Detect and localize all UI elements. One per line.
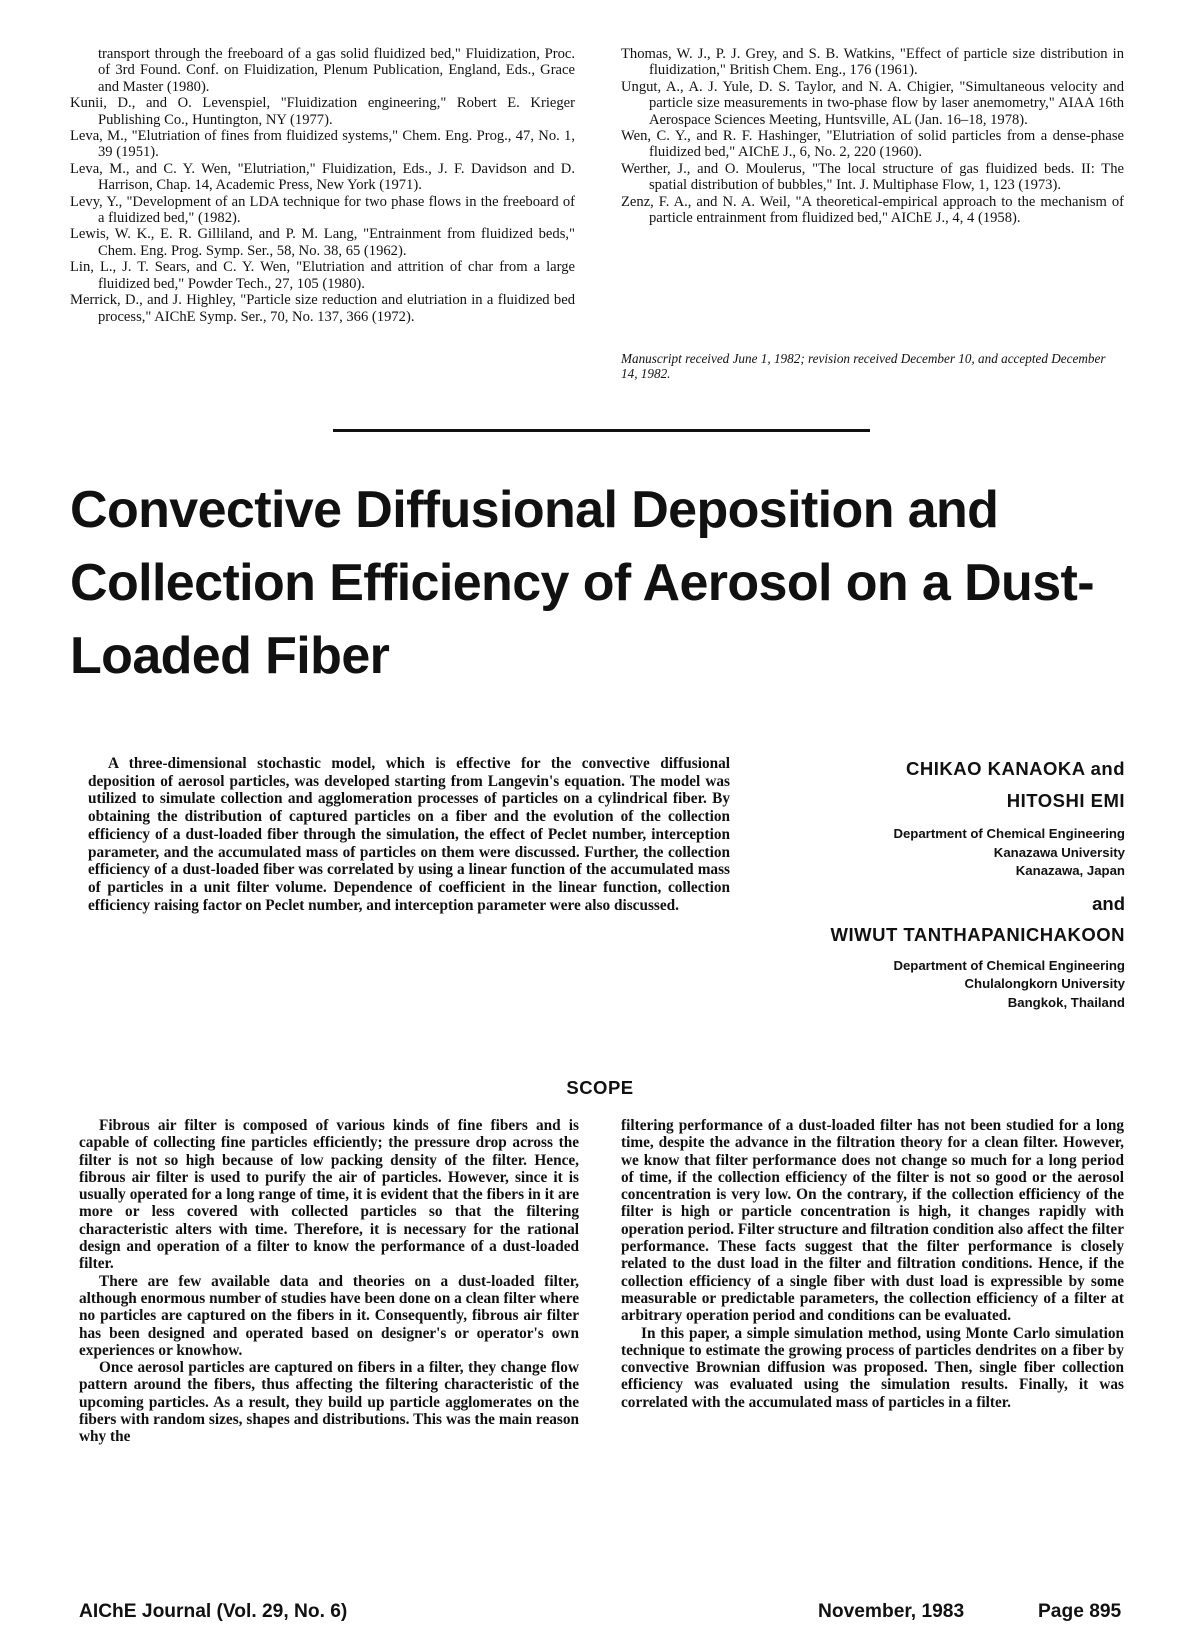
reference-entry: Leva, M., "Elutriation of fines from fluidized systems," Chem. Eng. Prog., 47, No. 1, 39 (1951). (70, 128, 575, 161)
scope-right-column (621, 1117, 1124, 1411)
author-name: WIWUT TANTHAPANICHAKOON (830, 923, 1125, 945)
scope-left-column (79, 1117, 579, 1446)
reference-entry: Merrick, D., and J. Highley, "Particle size reduction and elutriation in a fluidized bed process," AIChE Symp. Ser., 70, No. 137, 366 (1972). (70, 292, 575, 325)
author-block (725, 753, 1125, 1012)
body-paragraph: In this paper, a simple simulation method, using Monte Carlo simulation technique to estimate the growing process of particles dendrites on a fiber by convective Brownian diffusion was proposed. Then, single fiber collection efficiency was evaluated using the simulation results. Finally, it was correlated with the accumulated mass of particles in a filter. (621, 1324, 1124, 1411)
reference-entry: Lewis, W. K., E. R. Gilliland, and P. M. Lang, "Entrainment from fluidized beds," Chem. Eng. Prog. Symp. Ser., 58, No. 38, 65 (1962). (70, 226, 575, 259)
journal-footer: AIChE Journal (Vol. 29, No. 6) (79, 1601, 348, 1622)
affiliation-line: Department of Chemical Engineering (893, 957, 1125, 973)
reference-entry: Wen, C. Y., and R. F. Hashinger, "Elutriation of solid particles from a dense-phase fluidized bed," AIChE J., 6, No. 2, 220 (1960). (621, 128, 1124, 161)
author-name: HITOSHI EMI (1006, 790, 1125, 811)
reference-entry: Ungut, A., A. J. Yule, D. S. Taylor, and N. A. Chigier, "Simultaneous velocity and particle size measurements in two-phase flow by laser anemometry," AIAA 16th Aerospace Sciences Meeting, Huntsville, AL (Jan. 16–18, 1978). (621, 78, 1124, 128)
references-right-column (621, 46, 1124, 226)
affiliation-line: Bangkok, Thailand (1007, 994, 1125, 1010)
body-paragraph: filtering performance of a dust-loaded filter has not been studied for a long time, despite the advance in the filtration theory for a clean filter. However, we know that filter performance does not change so much for a long period of time, if the collection efficiency of the filter is not so good or the aerosol concentration is very low. On the contrary, if the collection efficiency of the filter is high or particle concentration is high, it changes rapidly with operation period. Filter structure and filtration condition also affect the filter performance. These facts suggest that the filter performance is closely related to the dust load in the filter and filtration conditions. Hence, if the collection efficiency of a single fiber with dust load is expressible by some measurable or predictable parameters, the collection efficiency of a filter at arbitrary operation period and conditions can be evaluated. (621, 1117, 1124, 1325)
affiliation-line: Kanazawa, Japan (1015, 863, 1125, 878)
affiliation-line: Kanazawa University (993, 844, 1125, 860)
manuscript-received-note: Manuscript received June 1, 1982; revision received December 10, and accepted December 14, 1982. (621, 351, 1106, 381)
reference-entry: Lin, L., J. T. Sears, and C. Y. Wen, "Elutriation and attrition of char from a large fluidized bed," Powder Tech., 27, 105 (1980). (70, 259, 575, 292)
section-divider (333, 429, 870, 432)
abstract: A three-dimensional stochastic model, which is effective for the convective diffusional deposition of aerosol particles, was developed starting from Langevin's equation. The model was utilized to simulate collection and agglomeration processes of particles on a cylindrical fiber. By obtaining the distribution of captured particles on a fiber and the evolution of the collection efficiency of a dust-loaded fiber through the simulation, the effect of Peclet number, interception parameter, and the accumulated mass of particles on them were discussed. Further, the collection efficiency of a dust-loaded fiber was correlated by using a linear function of the accumulated mass of particles in a unit filter volume. Dependence of coefficient in the linear function, collection efficiency raising factor on Peclet number, and interception parameter were also discussed. (88, 755, 730, 914)
affiliation-line: Chulalongkorn University (964, 976, 1125, 991)
references-left-column (70, 46, 575, 325)
author-name: CHIKAO KANAOKA and (905, 758, 1125, 779)
scope-heading: SCOPE (566, 1077, 634, 1098)
reference-entry: Levy, Y., "Development of an LDA technique for two phase flows in the freeboard of a fluidized bed," (1982). (70, 193, 575, 227)
reference-entry: Kunii, D., and O. Levenspiel, "Fluidization engineering," Robert E. Krieger Publishing Co., Huntington, NY (1977). (70, 95, 575, 128)
body-paragraph: There are few available data and theories on a dust-loaded filter, although enormous number of studies have been done on a clean filter where no particles are captured on the fibers in it. Consequently, fibrous air filter has been designed and operated based on designer's or operator's own experiences or knowhow. (79, 1272, 579, 1359)
author-conjunction: and (1092, 892, 1125, 914)
reference-entry: transport through the freeboard of a gas solid fluidized bed," Fluidization, Proc. of 3rd Found. Conf. on Fluidization, Plenum Publication, England, Eds., Grace and Master (1980). (98, 46, 575, 95)
reference-entry: Leva, M., and C. Y. Wen, "Elutriation," Fluidization, Eds., J. F. Davidson and D. Harrison, Chap. 14, Academic Press, New York (1971). (70, 160, 575, 194)
reference-entry: Thomas, W. J., P. J. Grey, and S. B. Watkins, "Effect of particle size distribution in fluidization," British Chem. Eng., 176 (1961). (621, 46, 1124, 79)
reference-entry: Zenz, F. A., and N. A. Weil, "A theoretical-empirical approach to the mechanism of particle entrainment from fluidized bed," AIChE J., 4, 4 (1958). (621, 193, 1124, 227)
body-paragraph: Fibrous air filter is composed of various kinds of fine fibers and is capable of collecting fine particles efficiently; the pressure drop across the filter is not so high because of low packing density of the filter. Hence, fibrous air filter is used to purify the air of particles. However, since it is usually operated for a long range of time, it is evident that the fibers in it are more or less covered with collected particles so that the filtering characteristic alters with time. Therefore, it is necessary for the rational design and operation of a filter to know the performance of a dust-loaded filter. (79, 1117, 579, 1273)
reference-entry: Werther, J., and O. Moulerus, "The local structure of gas fluidized beds. II: The spatial distribution of bubbles," Int. J. Multiphase Flow, 1, 123 (1973). (621, 160, 1124, 194)
article-title: Convective Diffusional Deposition and Collection Efficiency of Aerosol on a Dust-Loaded Fiber (70, 481, 1094, 685)
issue-date: November, 1983 (818, 1601, 965, 1622)
page-number: Page 895 (1038, 1601, 1122, 1622)
affiliation-line: Department of Chemical Engineering (893, 826, 1125, 841)
body-paragraph: Once aerosol particles are captured on fibers in a filter, they change flow pattern around the fibers, thus affecting the filtering characteristic of the upcoming particles. As a result, they build up particle agglomerates on the fibers with random sizes, shapes and distributions. This was the main reason why the (79, 1359, 579, 1446)
